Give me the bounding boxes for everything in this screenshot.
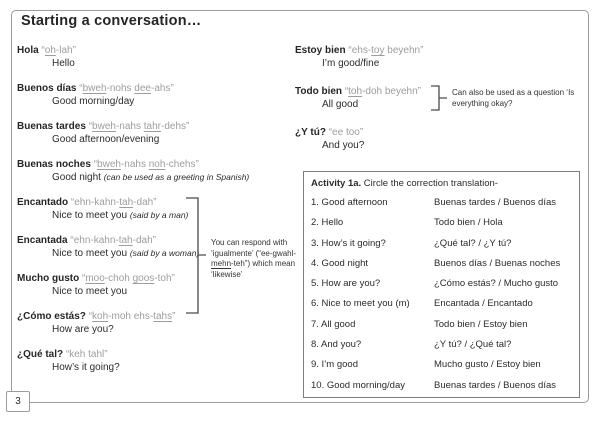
english-translation: Good night: [52, 172, 104, 183]
activity-box: [303, 171, 580, 398]
term-line: [17, 196, 285, 209]
english-translation: And you?: [322, 140, 365, 151]
spanish-term: Estoy bien: [295, 45, 346, 56]
pronunciation: “ehs-toy beyehn”: [348, 45, 424, 56]
translation-line: [17, 95, 285, 108]
activity-spanish-options: ¿Cómo estás? / Mucho gusto: [434, 278, 559, 290]
activity-row: [311, 197, 573, 209]
term-line: [17, 82, 285, 95]
spanish-term: ¿Cómo estás?: [17, 311, 86, 322]
translation-line: [17, 285, 285, 298]
pronunciation: “moo-choh goos-toh”: [82, 273, 175, 284]
english-translation: I’m good/fine: [322, 58, 380, 69]
phrase-entry: [17, 158, 285, 184]
activity-spanish-options: Mucho gusto / Estoy bien: [434, 359, 541, 371]
english-translation: How’s it going?: [52, 362, 120, 373]
pronunciation: “bweh-nahs tahr-dehs”: [88, 121, 190, 132]
pronunciation: “ee too”: [328, 127, 364, 138]
activity-english-prompt: 8. And you?: [311, 339, 362, 351]
activity-spanish-options: ¿Y tú? / ¿Qué tal?: [434, 339, 512, 351]
phrase-column-left: [17, 44, 285, 386]
translation-line: [17, 133, 285, 146]
term-line: [295, 126, 545, 139]
activity-spanish-options: Buenas tardes / Buenos días: [434, 197, 556, 208]
phrase-entry: [17, 82, 285, 108]
spanish-term: Hola: [17, 45, 39, 56]
term-line: [17, 44, 285, 57]
spanish-term: Buenos días: [17, 83, 77, 94]
translation-line: [17, 323, 285, 336]
activity-row: [311, 380, 573, 392]
translation-line: [295, 139, 545, 152]
pronunciation: “koh-moh ehs-tahs”: [88, 311, 176, 322]
activity-row: [311, 217, 573, 229]
spanish-term: ¿Qué tal?: [17, 349, 64, 360]
activity-row: [311, 258, 573, 270]
activity-row: [311, 238, 573, 250]
translation-line: [17, 57, 285, 70]
term-line: [295, 44, 545, 57]
activity-english-prompt: 2. Hello: [311, 217, 344, 229]
activity-spanish-options: Buenos días / Buenas noches: [434, 257, 561, 269]
spanish-term: Buenas noches: [17, 159, 91, 170]
term-line: [17, 310, 285, 323]
activity-english-prompt: 7. All good: [311, 318, 356, 330]
english-translation: Nice to meet you: [52, 210, 130, 221]
activity-list: [311, 197, 573, 392]
english-translation: Nice to meet you: [52, 286, 128, 297]
activity-header: [311, 178, 573, 190]
activity-english-prompt: 6. Nice to meet you (m): [311, 298, 410, 310]
spanish-term: ¿Y tú?: [295, 127, 326, 138]
term-line: [17, 120, 285, 133]
spanish-term: Mucho gusto: [17, 273, 80, 284]
activity-english-prompt: 9. I’m good: [311, 359, 358, 371]
translation-line: [17, 361, 285, 374]
pronunciation: “oh-lah”: [41, 45, 76, 56]
usage-note: (said by a man): [129, 210, 189, 220]
spanish-term: Todo bien: [295, 86, 343, 97]
pronunciation: “bweh-nohs dee-ahs”: [79, 83, 174, 94]
activity-english-prompt: 5. How are you?: [311, 278, 381, 290]
usage-note: (said by a woman): [129, 248, 200, 258]
phrase-entry: [295, 126, 545, 152]
respond-note: You can respond with ‘igualmente’ (“ee-gwahl-mehn-teh”) which mean ‘likewise’: [211, 238, 297, 279]
activity-english-prompt: 1. Good afternoon: [311, 197, 388, 208]
question-note: Can also be used as a question ‘Is everything okay?: [452, 88, 575, 108]
term-line: [17, 158, 285, 171]
activity-instruction: Circle the correction translation-: [361, 178, 498, 189]
activity-row: [311, 339, 573, 351]
translation-line: [17, 171, 285, 184]
pronunciation: “bweh-nahs noh-chehs”: [93, 159, 199, 170]
english-translation: Good morning/day: [52, 96, 135, 107]
pronunciation: “toh-doh beyehn”: [344, 86, 421, 97]
page-number-badge: 3: [6, 391, 30, 412]
phrase-entry: [17, 310, 285, 336]
activity-row: [311, 278, 573, 290]
phrase-entry: [17, 44, 285, 70]
activity-row: [311, 319, 573, 331]
phrase-entry: [17, 120, 285, 146]
english-translation: Nice to meet you: [52, 248, 130, 259]
group-bracket-icon: [184, 197, 208, 315]
usage-note: (can be used as a greeting in Spanish): [103, 172, 250, 182]
english-translation: Good afternoon/evening: [52, 134, 160, 145]
activity-row: [311, 359, 573, 371]
english-translation: How are you?: [52, 324, 114, 335]
activity-spanish-options: Buenas tardes / Buenos días: [434, 379, 556, 391]
activity-spanish-options: Todo bien / Hola: [434, 217, 503, 229]
activity-english-prompt: 4. Good night: [311, 257, 369, 269]
phrase-entry: [17, 348, 285, 374]
spanish-term: Encantado: [17, 197, 69, 208]
pronunciation: “keh tahl”: [65, 349, 108, 360]
translation-line: [295, 57, 545, 70]
activity-label: Activity 1a.: [311, 178, 362, 189]
activity-english-prompt: 10. Good morning/day: [311, 379, 406, 391]
pronunciation: “ehn-kahn-tah-dah”: [70, 197, 157, 208]
pronunciation: “ehn-kahn-tah-dah”: [70, 235, 156, 246]
spanish-term: Buenas tardes: [17, 121, 86, 132]
translation-line: [17, 209, 285, 222]
activity-row: [311, 298, 573, 310]
activity-english-prompt: 3. How’s it going?: [311, 237, 386, 249]
spanish-term: Encantada: [17, 235, 68, 246]
english-translation: All good: [322, 99, 359, 110]
term-line: [17, 348, 285, 361]
phrase-entry: [17, 196, 285, 222]
phrase-entry: [295, 44, 545, 70]
activity-spanish-options: Todo bien / Estoy bien: [434, 318, 528, 330]
page-title: Starting a conversation…: [21, 13, 202, 29]
activity-spanish-options: ¿Qué tal? / ¿Y tú?: [434, 237, 512, 249]
activity-spanish-options: Encantada / Encantado: [434, 298, 533, 310]
english-translation: Hello: [52, 58, 75, 69]
question-bracket-icon: [429, 85, 449, 112]
